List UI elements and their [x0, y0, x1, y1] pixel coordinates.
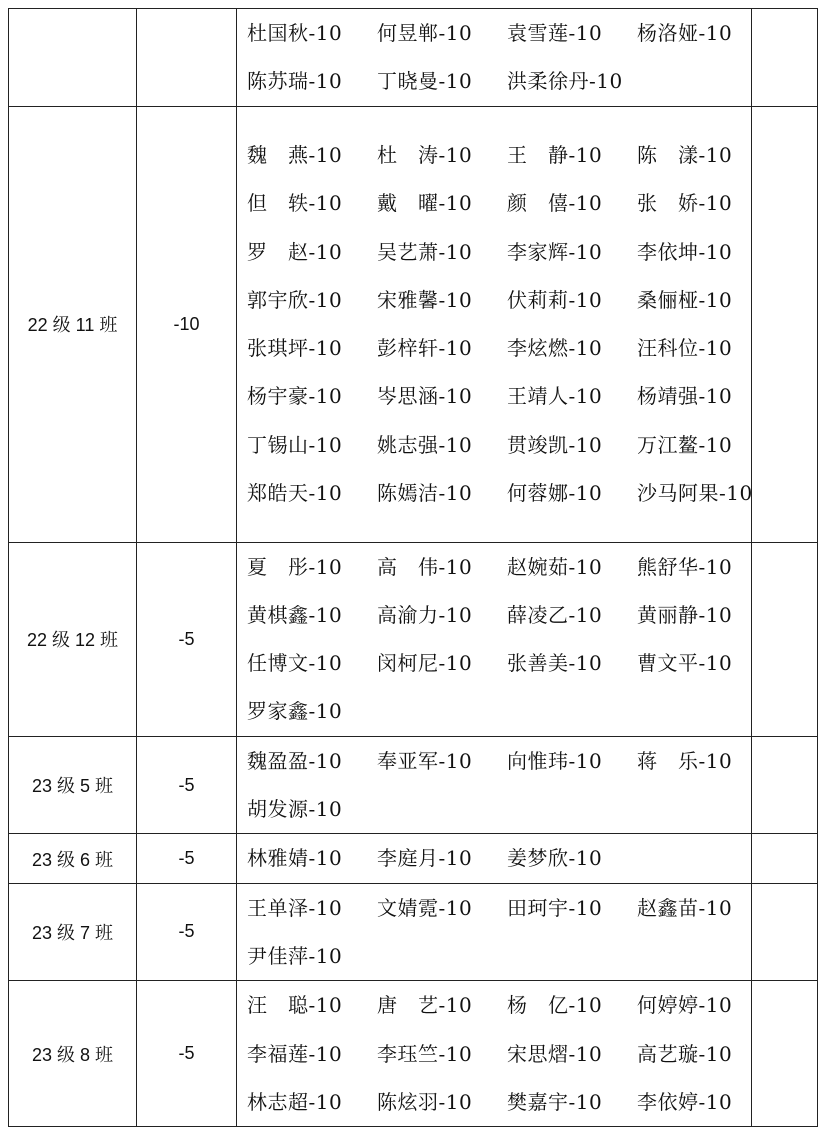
student-list — [9, 543, 751, 736]
student-deduction-item: 丁晓曼-10 — [377, 69, 473, 94]
student-deduction-item: 郑皓天-10 — [247, 480, 343, 505]
table-row — [9, 9, 818, 107]
names-cell — [237, 981, 752, 1127]
names-cell — [237, 542, 752, 736]
student-deduction-item: 姚志强-10 — [377, 432, 473, 457]
student-deduction-item: 高渝力-10 — [377, 602, 473, 627]
student-deduction-item: 陈 漾-10 — [637, 142, 733, 167]
class-cell: 22 级 11 班 — [9, 106, 137, 542]
student-deduction-item: 贯竣凯-10 — [507, 432, 603, 457]
student-list — [9, 131, 751, 517]
student-deduction-item: 李炫燃-10 — [507, 336, 603, 361]
student-deduction-item: 陈嫣洁-10 — [377, 480, 473, 505]
student-deduction-item: 颜 僖-10 — [507, 191, 603, 216]
student-deduction-item: 李依坤-10 — [637, 239, 733, 264]
student-deduction-item: 彭梓轩-10 — [377, 336, 473, 361]
class-score-cell: -5 — [137, 542, 237, 736]
class-cell: 23 级 6 班 — [9, 834, 137, 883]
student-deduction-item: 张善美-10 — [507, 651, 603, 676]
names-cell — [237, 883, 752, 981]
table-row — [9, 981, 818, 1127]
student-deduction-item: 王靖人-10 — [507, 384, 603, 409]
student-deduction-item: 薛凌乙-10 — [507, 602, 603, 627]
student-deduction-item: 黄棋鑫-10 — [247, 602, 343, 627]
student-deduction-item: 陈炫羽-10 — [377, 1089, 473, 1114]
student-deduction-item: 宋思熠-10 — [507, 1041, 603, 1066]
names-cell — [237, 736, 752, 834]
student-deduction-item: 万江鳌-10 — [637, 432, 733, 457]
student-deduction-item: 樊嘉宇-10 — [507, 1089, 603, 1114]
names-cell — [237, 834, 752, 883]
student-list — [9, 9, 751, 106]
class-score-cell: -5 — [137, 834, 237, 883]
student-deduction-item: 李依婷-10 — [637, 1089, 733, 1114]
table-row — [9, 106, 818, 542]
student-deduction-item: 何蓉娜-10 — [507, 480, 603, 505]
student-deduction-item: 奉亚军-10 — [377, 748, 473, 773]
student-deduction-item: 袁雪莲-10 — [507, 21, 603, 45]
student-list — [9, 834, 751, 882]
table-row — [9, 542, 818, 736]
student-deduction-item: 陈苏瑞-10 — [247, 69, 343, 94]
class-score-cell: -5 — [137, 883, 237, 981]
names-cell — [237, 9, 752, 107]
student-deduction-item: 杨宇豪-10 — [247, 384, 343, 409]
student-deduction-item: 黄丽静-10 — [637, 602, 733, 627]
student-deduction-item: 赵鑫苗-10 — [637, 895, 733, 920]
student-deduction-item: 丁锡山-10 — [247, 432, 343, 457]
student-deduction-item: 熊舒华-10 — [637, 554, 733, 579]
student-deduction-item: 杜国秋-10 — [247, 21, 343, 45]
student-deduction-item: 夏 彤-10 — [247, 554, 343, 579]
student-deduction-item: 高 伟-10 — [377, 554, 473, 579]
student-deduction-item: 林雅婧-10 — [247, 846, 343, 871]
student-deduction-item: 高艺璇-10 — [637, 1041, 733, 1066]
student-deduction-item: 田珂宇-10 — [507, 895, 603, 920]
student-deduction-item: 任博文-10 — [247, 651, 343, 676]
student-deduction-item: 沙马阿果-10 — [637, 480, 753, 505]
student-deduction-item: 赵婉茹-10 — [507, 554, 603, 579]
student-deduction-item: 林志超-10 — [247, 1089, 343, 1114]
student-deduction-item: 岑思涵-10 — [377, 384, 473, 409]
class-cell: 23 级 8 班 — [9, 981, 137, 1127]
class-score-cell: -10 — [137, 106, 237, 542]
names-cell — [237, 106, 752, 542]
student-deduction-item: 李福莲-10 — [247, 1041, 343, 1066]
class-score-cell: -5 — [137, 981, 237, 1127]
student-deduction-item: 曹文平-10 — [637, 651, 733, 676]
table-row — [9, 883, 818, 981]
student-deduction-item: 洪柔徐丹-10 — [507, 69, 623, 94]
student-deduction-item: 蒋 乐-10 — [637, 748, 733, 773]
student-deduction-item: 李庭月-10 — [377, 846, 473, 871]
student-deduction-item: 戴 曜-10 — [377, 191, 473, 216]
student-deduction-item: 张琪坪-10 — [247, 336, 343, 361]
table-row — [9, 834, 818, 883]
student-deduction-item: 姜梦欣-10 — [507, 846, 603, 871]
student-deduction-item: 王单泽-10 — [247, 895, 343, 920]
table-body — [9, 9, 818, 1127]
student-deduction-item: 汪科位-10 — [637, 336, 733, 361]
student-deduction-item: 何婷婷-10 — [637, 993, 733, 1018]
student-deduction-item: 向惟玮-10 — [507, 748, 603, 773]
student-list — [9, 981, 751, 1126]
student-deduction-item: 闵柯尼-10 — [377, 651, 473, 676]
empty-cell — [752, 834, 818, 883]
student-deduction-item: 桑俪桠-10 — [637, 287, 733, 312]
student-deduction-item: 伏莉莉-10 — [507, 287, 603, 312]
class-cell: 23 级 7 班 — [9, 883, 137, 981]
student-deduction-item: 杨洛娅-10 — [637, 21, 733, 45]
student-deduction-item: 何昱郸-10 — [377, 21, 473, 45]
student-deduction-item: 文婧霓-10 — [377, 895, 473, 920]
student-deduction-item: 李珏竺-10 — [377, 1041, 473, 1066]
student-deduction-item: 汪 聪-10 — [247, 993, 343, 1018]
student-deduction-item: 宋雅馨-10 — [377, 287, 473, 312]
class-cell: 23 级 5 班 — [9, 736, 137, 834]
student-deduction-item: 罗 赵-10 — [247, 239, 343, 264]
student-deduction-item: 杨靖强-10 — [637, 384, 733, 409]
class-cell: 22 级 12 班 — [9, 542, 137, 736]
student-deduction-item: 吴艺萧-10 — [377, 239, 473, 264]
student-deduction-item: 杜 涛-10 — [377, 142, 473, 167]
student-deduction-item: 罗家鑫-10 — [247, 699, 343, 724]
student-deduction-item: 唐 艺-10 — [377, 993, 473, 1018]
table-row — [9, 736, 818, 834]
deduction-table — [8, 8, 818, 1127]
student-list — [9, 737, 751, 834]
student-deduction-item: 杨 亿-10 — [507, 993, 603, 1018]
student-deduction-item: 张 娇-10 — [637, 191, 733, 216]
student-deduction-item: 胡发源-10 — [247, 797, 343, 822]
student-deduction-item: 但 轶-10 — [247, 191, 343, 216]
student-deduction-item: 魏 燕-10 — [247, 142, 343, 167]
student-deduction-item: 李家辉-10 — [507, 239, 603, 264]
student-deduction-item: 魏盈盈-10 — [247, 748, 343, 773]
student-deduction-item: 王 静-10 — [507, 142, 603, 167]
student-list — [9, 884, 751, 981]
student-deduction-item: 尹佳萍-10 — [247, 943, 343, 968]
class-score-cell: -5 — [137, 736, 237, 834]
student-deduction-item: 郭宇欣-10 — [247, 287, 343, 312]
